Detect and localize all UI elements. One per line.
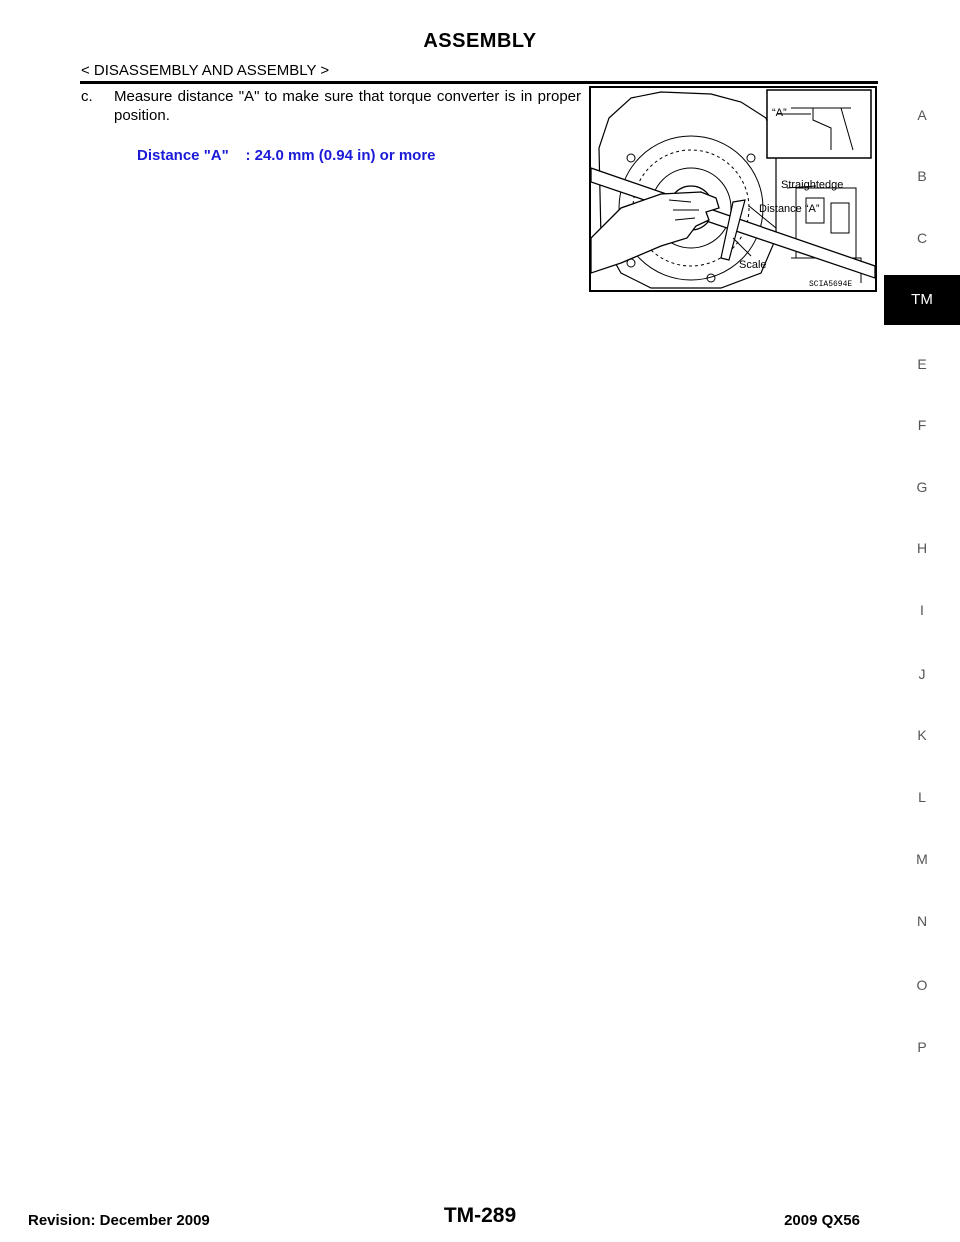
section-tab-n[interactable]: N	[916, 913, 928, 929]
section-tab-j[interactable]: J	[918, 666, 926, 682]
step-letter: c.	[81, 88, 93, 105]
section-tab-p[interactable]: P	[917, 1039, 927, 1055]
inset-label: “A”	[772, 107, 787, 119]
section-tab-m[interactable]: M	[916, 851, 928, 867]
torque-converter-illustration	[591, 88, 875, 290]
straightedge-label: Straightedge	[781, 179, 844, 191]
page-number: TM-289	[443, 1204, 517, 1227]
spec-line	[137, 147, 436, 164]
section-tab-f[interactable]: F	[917, 417, 927, 433]
section-index-tabs	[884, 84, 960, 1064]
revision-date: Revision: December 2009	[28, 1212, 210, 1229]
step-text: Measure distance "A" to make sure that torque converter is in proper position.	[114, 88, 581, 124]
figure-code: SCIA5694E	[809, 280, 853, 289]
section-tab-l[interactable]: L	[918, 789, 926, 805]
section-tab-tm[interactable]: TM	[884, 275, 960, 325]
section-tab-i[interactable]: I	[920, 602, 924, 618]
section-tab-o[interactable]: O	[916, 977, 928, 993]
section-tab-g[interactable]: G	[916, 479, 928, 495]
section-tab-b[interactable]: B	[917, 168, 927, 184]
spec-label: Distance "A"	[137, 147, 229, 164]
section-tab-a[interactable]: A	[917, 107, 927, 123]
distance-a-label: Distance “A”	[759, 203, 820, 215]
section-tab-c[interactable]: C	[916, 230, 928, 246]
illustration-figure	[589, 86, 877, 292]
spec-value: : 24.0 mm (0.94 in) or more	[245, 147, 436, 164]
procedure-step	[81, 87, 581, 125]
model-year: 2009 QX56	[784, 1212, 860, 1229]
section-tab-e[interactable]: E	[917, 356, 927, 372]
page-title: ASSEMBLY	[423, 30, 537, 52]
header-rule	[80, 81, 878, 84]
breadcrumb: < DISASSEMBLY AND ASSEMBLY >	[81, 62, 330, 79]
section-tab-k[interactable]: K	[917, 727, 927, 743]
section-tab-h[interactable]: H	[916, 540, 928, 556]
scale-label: Scale	[739, 259, 767, 271]
